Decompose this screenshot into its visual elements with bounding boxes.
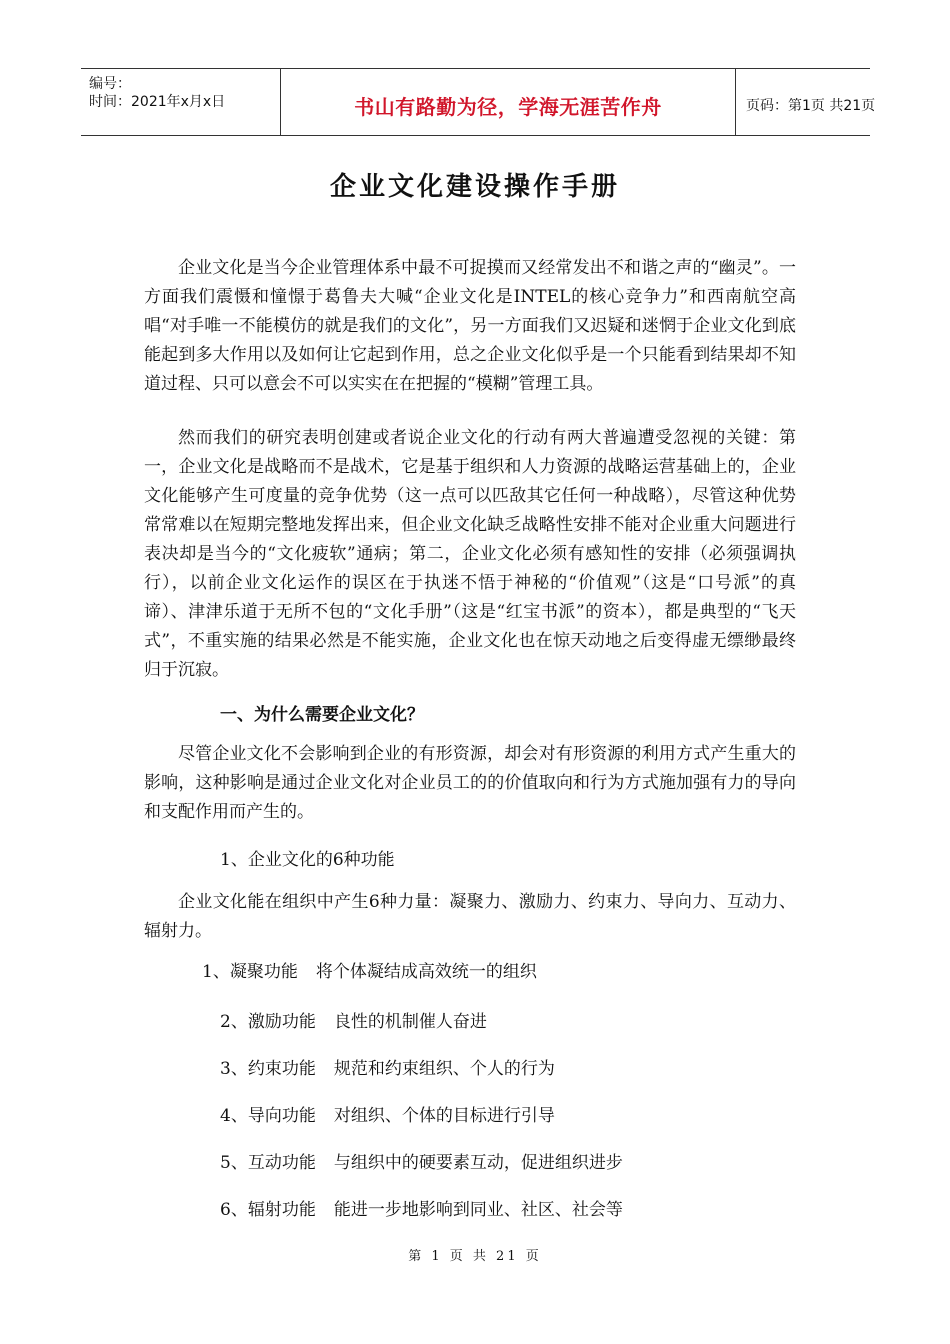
header-page-cell xyxy=(736,69,876,135)
header-motto-cell xyxy=(281,69,736,135)
header-page-info: 页码：第1页 共21页 xyxy=(746,98,876,114)
list-item xyxy=(220,1008,487,1037)
list-item xyxy=(202,958,537,987)
function-name: 2、激励功能 xyxy=(220,1012,316,1032)
function-name: 6、辐射功能 xyxy=(220,1200,316,1220)
section-intro: 尽管企业文化不会影响到企业的有形资源，却会对有形资源的利用方式产生重大的影响，这种影响是通过企业文化对企业员工的的价值取向和行为方式施加强有力的导向和支配作用而产生的。 xyxy=(144,744,796,822)
document-number: 编号： xyxy=(89,76,131,92)
paragraph-research: 然而我们的研究表明创建或者说企业文化的行动有两大普遍遭受忽视的关键：第一，企业文化是战略而不是战术，它是基于组织和人力资源的战略运营基础上的，企业文化能够产生可度量的竞争优势（这一点可以匹敌其它任何一种战略），尽管这种优势常常难以在短期完整地发挥出来，但企业文化缺乏战略性安排不能对企业重大问题进行表决却是当今的“文化疲软”通病；第二，企业文化必须有感知性的安排（必须强调执行），以前企业文化运作的误区在于执迷不悟于神秘的“价值观”（这是“口号派”的真谛）、津津乐道于无所不包的“文化手册”（这是“红宝书派”的资本），都是典型的“飞天式”，不重实施的结果必然是不能实施，企业文化也在惊天动地之后变得虚无缥缈最终归于沉寂。 xyxy=(144,428,796,680)
section-heading: 一、为什么需要企业文化？ xyxy=(220,705,424,725)
header-motto: 书山有路勤为径，学海无涯苦作舟 xyxy=(354,95,662,119)
function-desc: 将个体凝结成高效统一的组织 xyxy=(315,962,537,982)
function-desc: 与组织中的硬要素互动，促进组织进步 xyxy=(333,1153,623,1173)
function-name: 1、凝聚功能 xyxy=(202,962,298,982)
list-item xyxy=(220,1055,555,1084)
function-desc: 良性的机制催人奋进 xyxy=(333,1012,487,1032)
subsection-heading: 1、企业文化的6种功能 xyxy=(220,850,395,870)
function-name: 5、互动功能 xyxy=(220,1153,316,1173)
function-desc: 能进一步地影响到同业、社区、社会等 xyxy=(333,1200,623,1220)
function-desc: 对组织、个体的目标进行引导 xyxy=(333,1106,555,1126)
page-footer: 第 1 页 共 21 页 xyxy=(408,1249,542,1264)
list-item xyxy=(220,1149,623,1178)
paragraph-intro: 企业文化是当今企业管理体系中最不可捉摸而又经常发出不和谐之声的“幽灵”。一方面我们震慑和憧憬于葛鲁夫大喊“企业文化是INTEL的核心竞争力”和西南航空高唱“对手唯一不能模仿的就是我们的文化”，另一方面我们又迟疑和迷惘于企业文化到底能起到多大作用以及如何让它起到作用，总之企业文化似乎是一个只能看到结果却不知道过程、只可以意会不可以实实在在把握的“模糊”管理工具。 xyxy=(144,258,796,394)
subsection-intro: 企业文化能在组织中产生6种力量：凝聚力、激励力、约束力、导向力、互动力、辐射力。 xyxy=(144,892,796,941)
function-desc: 规范和约束组织、个人的行为 xyxy=(333,1059,555,1079)
document-date: 时间：2021年x月x日 xyxy=(89,94,226,110)
document-title: 企业文化建设操作手册 xyxy=(329,172,620,202)
list-item xyxy=(220,1102,555,1131)
function-name: 4、导向功能 xyxy=(220,1106,316,1126)
function-name: 3、约束功能 xyxy=(220,1059,316,1079)
header-meta-cell xyxy=(81,69,281,135)
list-item xyxy=(220,1196,623,1225)
document-header xyxy=(81,68,876,136)
